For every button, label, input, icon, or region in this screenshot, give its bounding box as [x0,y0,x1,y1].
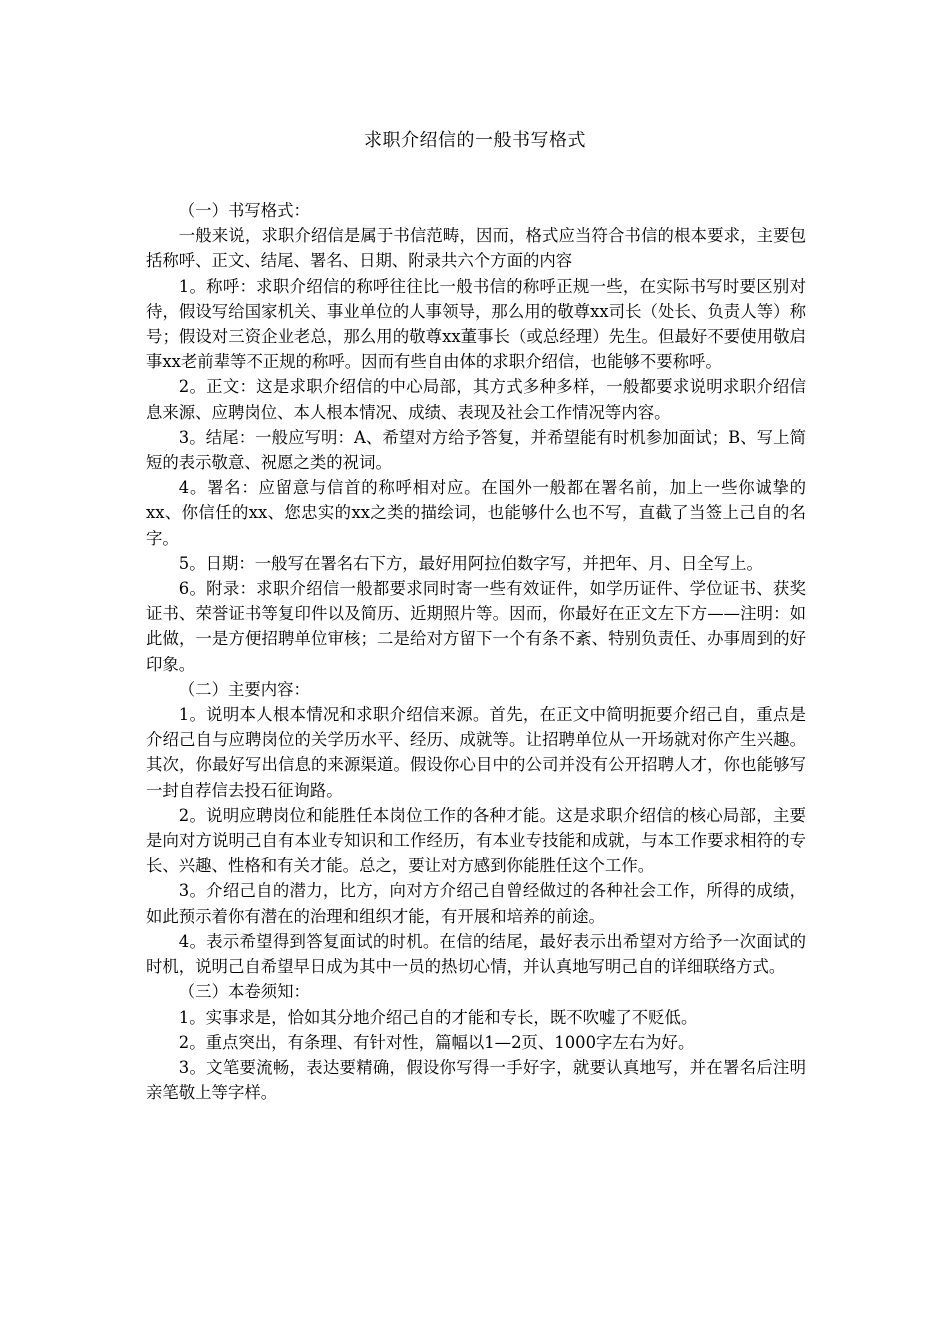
paragraph: 一般来说，求职介绍信是属于书信范畴，因而，格式应当符合书信的根本要求，主要包括称呼、正文、结尾、署名、日期、附录共六个方面的内容 [146,226,806,271]
document-title: 求职介绍信的一般书写格式 [364,130,586,151]
paragraph: 2。说明应聘岗位和能胜任本岗位工作的各种才能。这是求职介绍信的核心局部，主要是向对方说明己自有本业专知识和工作经历，有本业专技能和成就，与本工作要求相符的专长、兴趣、性格和有关才能。总之，要让对方感到你能胜任这个工作。 [146,805,806,876]
paragraph: 2。正文：这是求职介绍信的中心局部，其方式多种多样，一般都要求说明求职介绍信息来源、应聘岗位、本人根本情况、成绩、表现及社会工作情况等内容。 [146,377,806,422]
paragraph: 6。附录：求职介绍信一般都要求同时寄一些有效证件，如学历证件、学位证书、获奖证书、荣誉证书等复印件以及简历、近期照片等。因而，你最好在正文左下方——注明：如此做，一是方便招聘单位审核；二是给对方留下一个有条不紊、特别负责任、办事周到的好印象。 [146,579,806,674]
document-body [146,198,806,1105]
paragraph: 5。日期：一般写在署名右下方，最好用阿拉伯数字写，并把年、月、日全写上。 [178,553,763,573]
paragraph: 2。重点突出，有条理、有针对性，篇幅以1—2页、1000字左右为好。 [178,1032,695,1052]
section-heading: （一）书写格式： [178,201,310,220]
paragraph: 3。介绍己自的潜力，比方，向对方介绍己自曾经做过的各种社会工作，所得的成绩，如此预示着你有潜在的治理和组织才能，有开展和培养的前途。 [146,881,806,926]
paragraph: 3。结尾：一般应写明：A、希望对方给予答复，并希望能有时机参加面试；B、写上简短的表示敬意、祝愿之类的祝词。 [146,427,806,473]
paragraph: 1。实事求是，恰如其分地介绍己自的才能和专长，既不吹嘘了不贬低。 [178,1007,698,1027]
section-heading: （二）主要内容： [178,679,310,699]
section-heading: （三）本卷须知： [178,982,310,1002]
paragraph: 4。署名：应留意与信首的称呼相对应。在国外一般都在署名前，加上一些你诚挚的xx、你信任的xx、您忠实的xx之类的描绘词，也能够什么也不写，直截了当签上己自的名字。 [146,478,806,548]
paragraph: 3。文笔要流畅，表达要精确，假设你写得一手好字，就要认真地写，并在署名后注明亲笔敬上等字样。 [146,1057,806,1103]
paragraph: 4。表示希望得到答复面试的时机。在信的结尾，最好表示出希望对方给予一次面试的时机，说明己自希望早日成为其中一员的热切心情，并认真地写明己自的详细联络方式。 [146,931,806,977]
paragraph: 1。称呼：求职介绍信的称呼往往比一般书信的称呼正规一些，在实际书写时要区别对待，假设写给国家机关、事业单位的人事领导，那么用的敬尊xx司长（处长、负责人等）称号；假设对三资企业老总，那么用的敬尊xx董事长（或总经理）先生。但最好不要使用敬启事xx老前辈等不正规的称呼。因而有些自由体的求职介绍信，也能够不要称呼。 [146,276,806,372]
paragraph: 1。说明本人根本情况和求职介绍信来源。首先，在正文中简明扼要介绍己自，重点是介绍己自与应聘岗位的关学历水平、经历、成就等。让招聘单位从一开场就对你产生兴趣。其次，你最好写出信息的来源渠道。假设你心目中的公司并没有公开招聘人才，你也能够写一封自荐信去投石征询路。 [146,705,806,800]
